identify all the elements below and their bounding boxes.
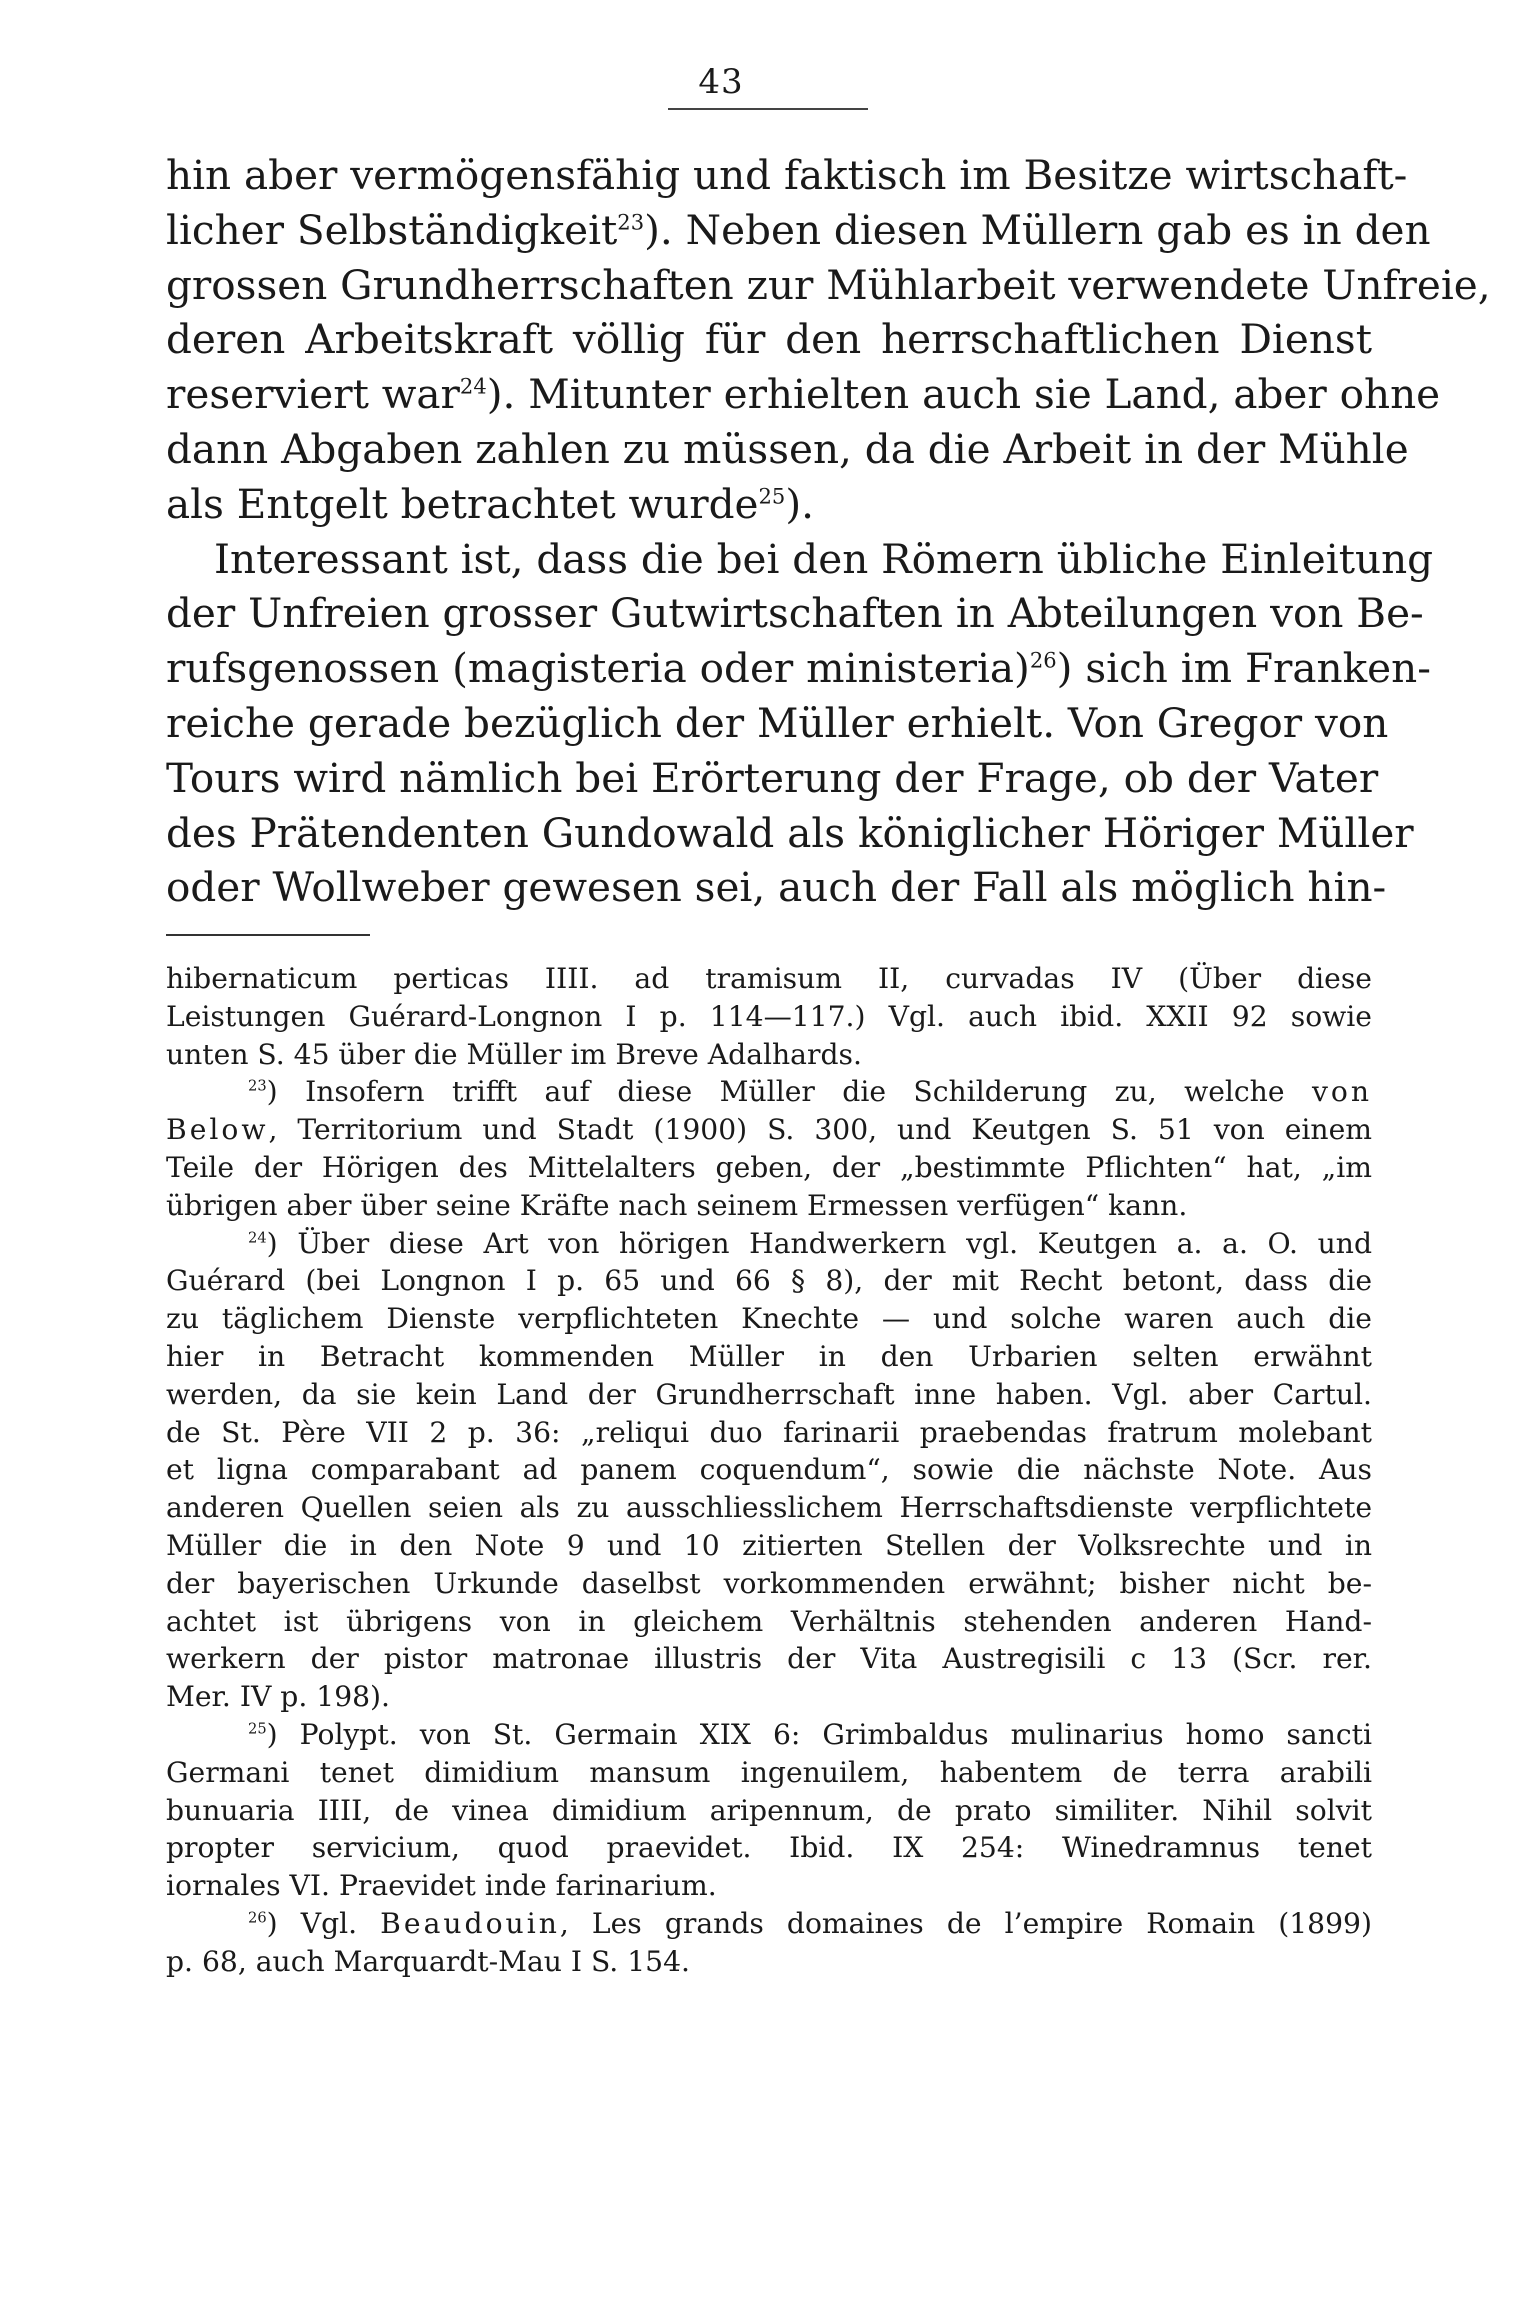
footnote-line: Mer. IV p. 198).	[166, 1680, 391, 1714]
footnote-number: 25	[248, 1720, 267, 1738]
footnote-ref: 25	[758, 483, 786, 509]
main-text	[166, 148, 1491, 915]
footnote-line: Leistungen Guérard-Longnon I p. 114—117.) Vgl. auch ibid. XXII 92 sowie	[166, 999, 1372, 1033]
footnote-line: Below, Territorium und Stadt (1900) S. 300, und Keutgen S. 51 von einem	[166, 1113, 1372, 1147]
text-line: hin aber vermögensfähig und faktisch im Besitze wirtschaft-	[166, 151, 1408, 199]
text-line: oder Wollweber gewesen sei, auch der Fall als möglich hin-	[166, 863, 1387, 912]
footnote-line: et ligna comparabant ad panem coquendum“, sowie die nächste Note. Aus	[166, 1453, 1372, 1487]
footnote-line: übrigen aber über seine Kräfte nach seinem Ermessen verfügen“ kann.	[166, 1188, 1188, 1222]
text-line: dann Abgaben zahlen zu müssen, da die Arbeit in der Mühle	[166, 424, 1409, 473]
text-line: reserviert war$^{24}$). Mitunter erhielten auch sie Land, aber ohne	[166, 370, 1441, 419]
text-line: reiche gerade bezüglich der Müller erhielt. Von Gregor von	[166, 698, 1389, 747]
footnote-ref: 24	[459, 373, 487, 399]
footnote-line: propter servicium, quod praevidet. Ibid. IX 254: Winedramnus tenet	[166, 1831, 1372, 1865]
footnote-line: de St. Père VII 2 p. 36: „reliqui duo farinarii praebendas fratrum molebant	[166, 1415, 1372, 1449]
footnote-24: $^{24}$) Über diese Art von hörigen Handwerkern vgl. Keutgen a. a. O. und	[248, 1226, 1372, 1260]
footnotes	[166, 960, 1372, 1981]
text-line: Interessant ist, dass die bei den Römern übliche Einleitung	[214, 534, 1434, 583]
text-line: rufsgenossen (magisteria oder ministeria)$^{26}$) sich im Franken-	[166, 644, 1431, 693]
footnote-line: hier in Betracht kommenden Müller in den Urbarien selten erwähnt	[166, 1339, 1372, 1373]
footnote-line: achtet ist übrigens von in gleichem Verhältnis stehenden anderen Hand-	[166, 1604, 1372, 1638]
footnote-rule	[166, 934, 370, 936]
footnote-line: Müller die in den Note 9 und 10 zitierten Stellen der Volksrechte und in	[166, 1528, 1372, 1562]
footnote-number: 26	[248, 1909, 267, 1927]
footnote-line: p. 68, auch Marquardt-Mau I S. 154.	[166, 1944, 690, 1978]
footnote-line: zu täglichem Dienste verpflichteten Knechte — und solche waren auch die	[166, 1302, 1372, 1336]
footnote-line: unten S. 45 über die Müller im Breve Adalhards.	[166, 1037, 862, 1071]
footnote-25: $^{25}$) Polypt. von St. Germain XIX 6: Grimbaldus mulinarius homo sancti	[248, 1717, 1372, 1751]
footnote-line: iornales VI. Praevidet inde farinarium.	[166, 1869, 717, 1903]
footnote-line: Germani tenet dimidium mansum ingenuilem, habentem de terra arabili	[166, 1755, 1372, 1789]
text-line: deren Arbeitskraft völlig für den herrschaftlichen Dienst	[166, 315, 1372, 364]
text-line: als Entgelt betrachtet wurde$^{25}$).	[166, 479, 814, 528]
text-line: Tours wird nämlich bei Erörterung der Frage, ob der Vater	[166, 753, 1379, 802]
text-line: der Unfreien grosser Gutwirtschaften in Abteilungen von Be-	[166, 589, 1424, 638]
header-rule	[668, 108, 868, 110]
text-line: des Prätendenten Gundowald als königlicher Höriger Müller	[166, 808, 1414, 857]
footnote-line: werkern der pistor matronae illustris der Vita Austregisili c 13 (Scr. rer.	[166, 1642, 1372, 1676]
footnote-ref: 23	[617, 209, 645, 235]
footnote-23: $^{23}$) Insofern trifft auf diese Müller die Schilderung zu, welche von	[248, 1075, 1372, 1109]
footnote-26: $^{26}$) Vgl. Beaudouin, Les grands domaines de l’empire Romain (1899)	[248, 1906, 1372, 1940]
footnote-line: Teile der Hörigen des Mittelalters geben, der „bestimmte Pflichten“ hat, „im	[166, 1150, 1372, 1184]
footnote-line: Guérard (bei Longnon I p. 65 und 66 § 8), der mit Recht betont, dass die	[166, 1264, 1372, 1298]
text-line: licher Selbständigkeit$^{23}$). Neben diesen Müllern gab es in den	[166, 205, 1431, 254]
footnote-number: 23	[248, 1078, 267, 1095]
footnote-number: 24	[248, 1229, 267, 1247]
page-number: 43	[698, 62, 744, 102]
footnote-line: anderen Quellen seien als zu ausschliesslichem Herrschaftsdienste verpflichtete	[166, 1491, 1372, 1525]
footnote-ref: 26	[1029, 647, 1057, 673]
footnote-line: werden, da sie kein Land der Grundherrschaft inne haben. Vgl. aber Cartul.	[166, 1377, 1372, 1411]
footnote-line: der bayerischen Urkunde daselbst vorkommenden erwähnt; bisher nicht be-	[166, 1566, 1372, 1600]
footnote-line: hibernaticum perticas IIII. ad tramisum II, curvadas IV (Über diese	[166, 962, 1372, 995]
text-line: grossen Grundherrschaften zur Mühlarbeit verwendete Unfreie,	[166, 260, 1491, 309]
footnote-line: bunuaria IIII, de vinea dimidium aripennum, de prato similiter. Nihil solvit	[166, 1793, 1372, 1827]
